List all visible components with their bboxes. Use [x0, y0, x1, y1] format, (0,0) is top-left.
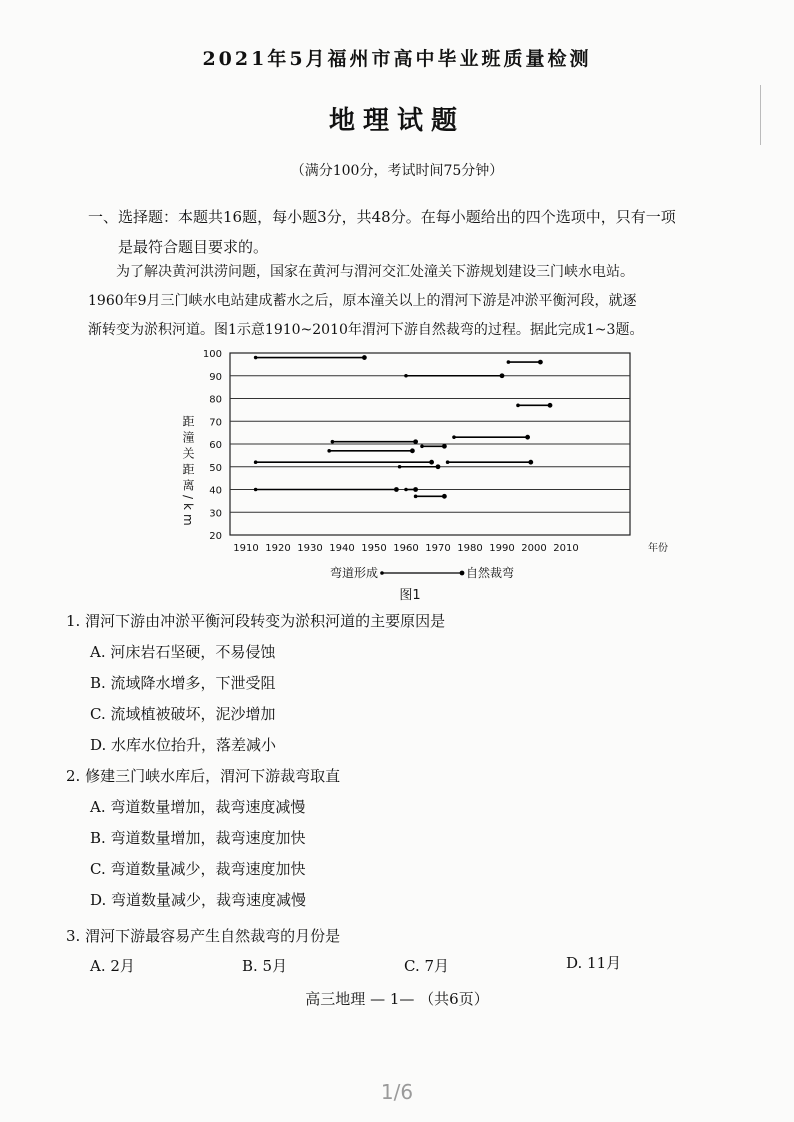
meander-start-point [452, 435, 456, 439]
meander-start-point [414, 495, 418, 499]
meander-start-point [254, 356, 258, 360]
subject-title: 地理试题 [328, 106, 465, 136]
meander-cutoff-point [429, 460, 434, 465]
page-footer: 高三地理 — 1— （共6页） [305, 990, 489, 1008]
x-tick-label: 1970 [425, 543, 451, 554]
chart-svg [170, 345, 670, 603]
question-2-option-c[interactable]: C. 弯道数量减少，裁弯速度加快 [90, 860, 306, 878]
x-tick-label: 1980 [457, 543, 483, 554]
meander-start-point [507, 360, 511, 364]
meander-start-point [327, 449, 331, 453]
question-3-stem: 3. 渭河下游最容易产生自然裁弯的月份是 [66, 927, 341, 945]
y-tick-label: 90 [209, 371, 222, 383]
passage-line: 渐转变为淤积河道。图1示意1910~2010年渭河下游自然裁弯的过程。据此完成1~3题。 [88, 322, 644, 338]
section-heading [88, 202, 728, 262]
x-tick-label: 1910 [233, 543, 259, 554]
question-1-option-a[interactable]: A. 河床岩石坚硬，不易侵蚀 [90, 643, 276, 661]
question-2-option-d[interactable]: D. 弯道数量减少，裁弯速度减慢 [90, 891, 307, 909]
meander-cutoff-point [410, 448, 415, 453]
question-3-option-c[interactable]: C. 7月 [404, 957, 450, 975]
passage-line: 为了解决黄河洪涝问题，国家在黄河与渭河交汇处潼关下游规划建设三门峡水电站。 [116, 264, 634, 280]
meander-cutoff-point [548, 403, 553, 408]
y-tick-label: 40 [209, 485, 222, 497]
y-tick-label: 80 [209, 394, 222, 406]
question-3-option-b[interactable]: B. 5月 [242, 957, 288, 975]
legend-end-label: 自然裁弯 [466, 566, 515, 580]
meander-start-point [404, 374, 408, 378]
legend-start-label: 弯道形成 [329, 566, 378, 580]
meander-cutoff-point [525, 435, 530, 440]
figure-caption: 图1 [399, 588, 421, 603]
meander-start-point [398, 465, 402, 469]
x-tick-label: 1990 [489, 543, 515, 554]
meander-cutoff-point [500, 373, 505, 378]
legend-start-point [380, 571, 384, 575]
question-3-option-a[interactable]: A. 2月 [90, 957, 135, 975]
y-tick-label: 20 [209, 531, 222, 542]
question-2-option-b[interactable]: B. 弯道数量增加，裁弯速度加快 [90, 829, 306, 847]
meander-start-point [516, 404, 520, 408]
x-axis-label: 年份 [648, 543, 668, 554]
question-2-stem: 2. 修建三门峡水库后，渭河下游裁弯取直 [66, 767, 341, 785]
y-axis-label: 距潼关距离/km [181, 415, 195, 530]
exam-info: （满分100分，考试时间75分钟） [290, 163, 504, 179]
x-tick-label: 1950 [361, 543, 387, 554]
question-1-option-d[interactable]: D. 水库水位抬升，落差减小 [90, 736, 277, 754]
meander-start-point [331, 440, 335, 444]
question-1-option-b[interactable]: B. 流域降水增多，下泄受阻 [90, 674, 276, 692]
meander-start-point [420, 444, 424, 448]
reading-passage [88, 258, 748, 345]
question-1-stem: 1. 渭河下游由冲淤平衡河段转变为淤积河道的主要原因是 [66, 612, 446, 630]
x-tick-label: 1960 [393, 543, 419, 554]
meander-cutoff-point [362, 355, 367, 360]
x-tick-label: 1930 [297, 543, 323, 554]
meander-cutoff-point [538, 360, 543, 365]
meander-cutoff-point [442, 444, 447, 449]
question-1-option-c[interactable]: C. 流域植被破坏，泥沙增加 [90, 705, 276, 723]
meander-cutoff-point [394, 487, 399, 492]
question-2-option-a[interactable]: A. 弯道数量增加，裁弯速度减慢 [90, 798, 306, 816]
exam-title: 2021年5月福州市高中毕业班质量检测 [202, 48, 592, 70]
x-tick-label: 2010 [553, 543, 579, 554]
meander-cutoff-point [442, 494, 447, 499]
y-tick-label: 30 [209, 508, 222, 520]
x-tick-label: 1920 [265, 543, 291, 554]
section-heading-line2: 是最符合题目要求的。 [118, 238, 269, 256]
meander-start-point [446, 460, 450, 464]
legend-end-point [460, 571, 465, 576]
y-tick-label: 70 [209, 417, 222, 429]
meander-start-point [254, 488, 258, 492]
x-tick-label: 2000 [521, 543, 547, 554]
passage-line: 1960年9月三门峡水电站建成蓄水之后，原本潼关以上的渭河下游是冲淤平衡河段，就逐 [88, 293, 637, 309]
meander-cutoff-point [528, 460, 533, 465]
figure-1-chart [170, 345, 670, 603]
meander-start-point [404, 488, 408, 492]
y-tick-label: 50 [209, 462, 222, 474]
meander-cutoff-point [436, 464, 441, 469]
section-heading-line1: 一、选择题：本题共16题，每小题3分，共48分。在每小题给出的四个选项中，只有一项 [88, 208, 676, 226]
meander-start-point [254, 460, 258, 464]
y-tick-label: 60 [209, 440, 222, 451]
x-tick-label: 1940 [329, 543, 355, 554]
y-tick-label: 100 [202, 349, 222, 360]
page-counter: 1/6 [380, 1080, 414, 1104]
meander-cutoff-point [413, 487, 418, 492]
question-3-option-d[interactable]: D. 11月 [566, 954, 622, 972]
meander-cutoff-point [413, 439, 418, 444]
